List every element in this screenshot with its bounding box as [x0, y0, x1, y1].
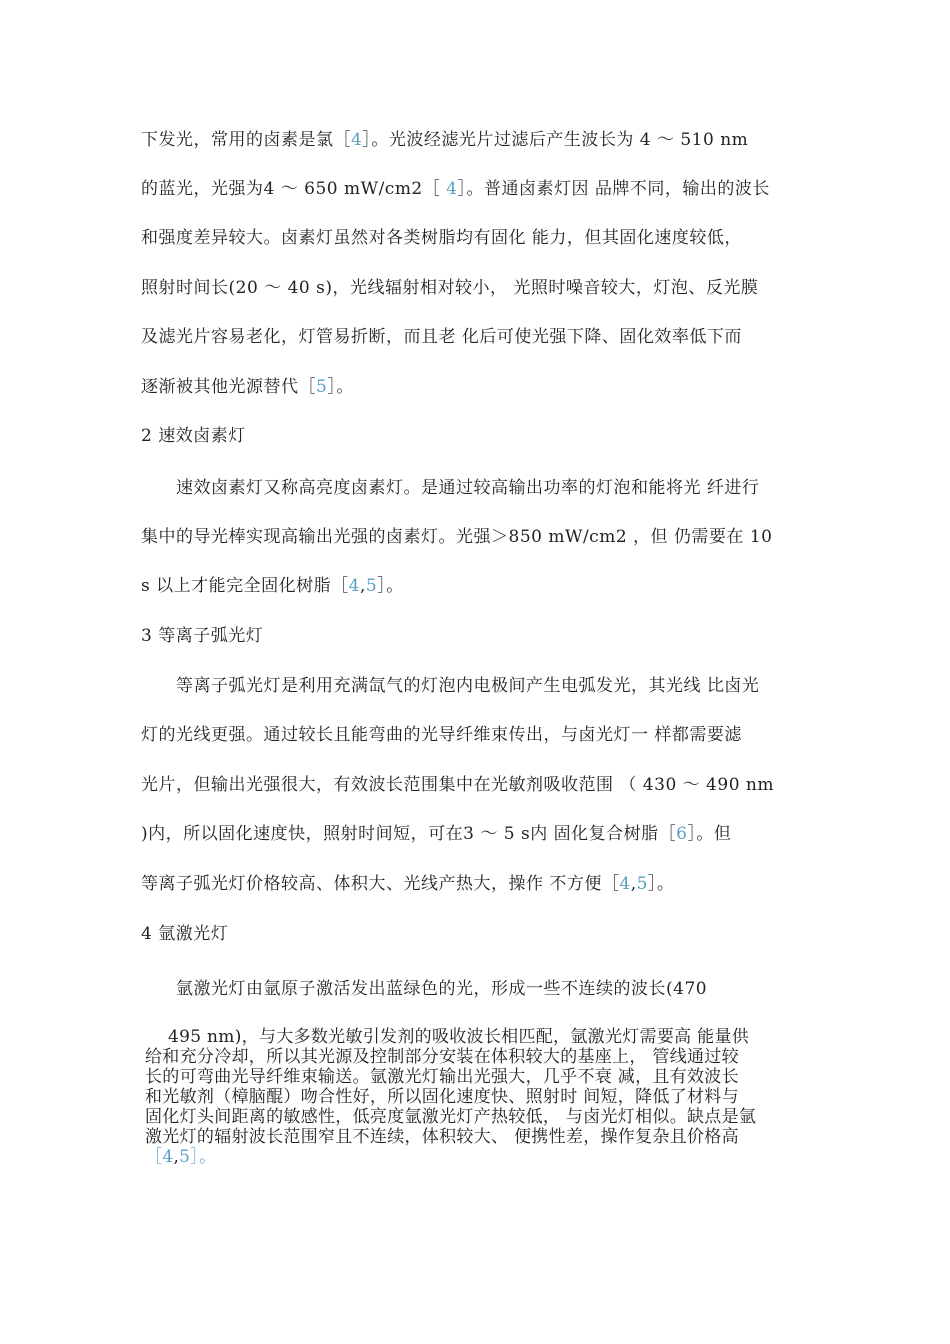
- citation-link[interactable]: 4: [162, 1147, 174, 1167]
- para4-row2: 给和充分冷却，所以其光源及控制部分安装在体积较大的基座上， 管线通过较: [145, 1047, 739, 1067]
- para1-line4: 照射时间长(20 ～ 40 s)，光线辐射相对较小， 光照时噪音较大，灯泡、反光膜: [141, 278, 759, 298]
- para4-row6: 激光灯的辐射波长范围窄且不连续，体积较大、 便携性差，操作复杂且价格高: [145, 1127, 739, 1147]
- para3-line4: )内，所以固化速度快，照射时间短，可在3 ～ 5 s内 固化复合树脂［6］。但: [141, 824, 732, 844]
- citation-link[interactable]: 6: [676, 824, 688, 844]
- citation-link[interactable]: 4: [351, 130, 363, 150]
- citation-link[interactable]: 4: [348, 576, 360, 596]
- para2-line1: 速效卤素灯又称高亮度卤素灯。是通过较高输出功率的灯泡和能将光 纤进行: [176, 478, 760, 498]
- para4-row4: 和光敏剂（樟脑醌）吻合性好，所以固化速度快、照射时 间短，降低了材料与: [145, 1087, 739, 1107]
- citation-link[interactable]: 5: [316, 377, 328, 397]
- para4-row7: ［4,5］。: [145, 1147, 217, 1167]
- para3-line5: 等离子弧光灯价格较高、体积大、光线产热大，操作 不方便［4,5］。: [141, 874, 675, 894]
- para3-line3: 光片，但输出光强很大，有效波长范围集中在光敏剂吸收范围 （ 430 ～ 490 nm: [141, 775, 774, 795]
- para4-row3: 长的可弯曲光导纤维束输送。氩激光灯输出光强大，几乎不衰 减，且有效波长: [145, 1067, 739, 1087]
- para1-line3: 和强度差异较大。卤素灯虽然对各类树脂均有固化 能力，但其固化速度较低，: [141, 228, 742, 248]
- section-heading-4: 4 氩激光灯: [141, 924, 229, 944]
- para2-line2: 集中的导光棒实现高输出光强的卤素灯。光强＞850 mW/cm2 ，但 仍需要在 10: [141, 527, 773, 547]
- para3-line2: 灯的光线更强。通过较长且能弯曲的光导纤维束传出，与卤光灯一 样都需要滤: [141, 725, 742, 745]
- citation-link[interactable]: 5: [365, 576, 378, 596]
- section-heading-3: 3 等离子弧光灯: [141, 626, 264, 646]
- para1-line5: 及滤光片容易老化，灯管易折断，而且老 化后可使光强下降、固化效率低下而: [141, 327, 742, 347]
- para3-line1: 等离子弧光灯是利用充满氙气的灯泡内电极间产生电弧发光，其光线 比卤光: [176, 676, 760, 696]
- citation-link[interactable]: 4: [446, 179, 458, 199]
- para1-line2: 的蓝光，光强为4 ～ 650 mW/cm2［ 4］。普通卤素灯因 品牌不同，输出的波长: [141, 179, 770, 199]
- para2-line3: s 以上才能完全固化树脂［4,5］。: [141, 576, 404, 596]
- citation-link[interactable]: 5: [179, 1147, 191, 1167]
- para4-row1: 495 nm)，与大多数光敏引发剂的吸收波长相匹配，氩激光灯需要高 能量供: [168, 1027, 750, 1047]
- citation-link[interactable]: 5: [636, 874, 648, 894]
- section-heading-2: 2 速效卤素灯: [141, 426, 246, 446]
- para4-tight-block: [145, 1027, 821, 1167]
- para4-row5: 固化灯头间距离的敏感性，低亮度氩激光灯产热较低， 与卤光灯相似。缺点是氩: [145, 1107, 757, 1127]
- para4-line1: 氩激光灯由氩原子激活发出蓝绿色的光，形成一些不连续的波长(470: [176, 979, 708, 999]
- para1-line1: 下发光，常用的卤素是氯［4］。光波经滤光片过滤后产生波长为 4 ～ 510 nm: [141, 130, 749, 150]
- citation-link[interactable]: 4: [619, 874, 631, 894]
- para1-line6: 逐渐被其他光源替代［5］。: [141, 377, 354, 397]
